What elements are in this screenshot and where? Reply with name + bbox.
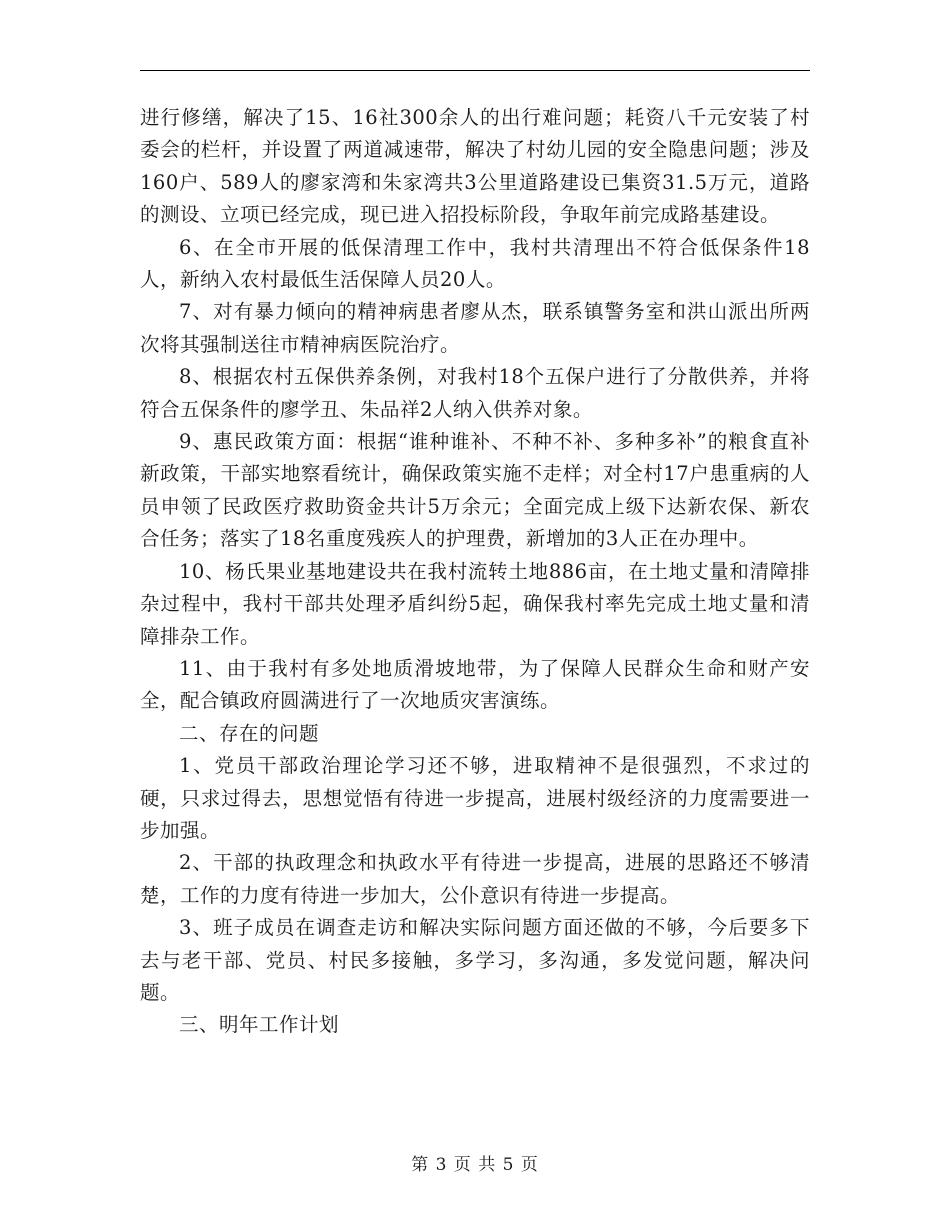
paragraph-problem-1: 1、党员干部政治理论学习还不够，进取精神不是很强烈，不求过的硬，只求过得去，思想觉悟有待进一步提高，进展村级经济的力度需要进一步加强。: [140, 754, 810, 842]
section-heading-next-year-plan: 三、明年工作计划: [179, 1013, 340, 1037]
section-heading-problems: 二、存在的问题: [179, 721, 320, 745]
page-number-footer: 第 3 页 共 5 页: [411, 1155, 539, 1175]
paragraph-item-7: 7、对有暴力倾向的精神病患者廖从杰，联系镇警务室和洪山派出所两次将其强制送往市精神病医院治疗。: [140, 300, 810, 356]
paragraph-problem-2: 2、干部的执政理念和执政水平有待进一步提高，进展的思路还不够清楚，工作的力度有待进一步加大，公仆意识有待进一步提高。: [140, 851, 810, 907]
paragraph-item-8: 8、根据农村五保供养条例，对我村18个五保户进行了分散供养，并将符合五保条件的廖学丑、朱品祥2人纳入供养对象。: [140, 365, 810, 421]
paragraph-continuation: 进行修缮，解决了15、16社300余人的出行难问题；耗资八千元安装了村委会的栏杆，并设置了两道减速带，解决了村幼儿园的安全隐患问题；涉及160户、589人的廖家湾和朱家湾共3公里道路建设已集资31.5万元，道路的测设、立项已经完成，现已进入招投标阶段，争取年前完成路基建设。: [140, 106, 810, 227]
paragraph-problem-3: 3、班子成员在调查走访和解决实际问题方面还做的不够，今后要多下去与老干部、党员、村民多接触，多学习，多沟通，多发觉问题，解决问题。: [140, 916, 810, 1004]
paragraph-item-10: 10、杨氏果业基地建设共在我村流转土地886亩，在土地丈量和清障排杂过程中，我村干部共处理矛盾纠纷5起，确保我村率先完成土地丈量和清障排杂工作。: [140, 559, 810, 648]
paragraph-item-9: 9、惠民政策方面：根据“谁种谁补、不种不补、多种多补”的粮食直补新政策，干部实地察看统计，确保政策实施不走样；对全村17户患重病的人员申领了民政医疗救助资金共计5万余元；全面完成上级下达新农保、新农合任务；落实了18名重度残疾人的护理费，新增加的3人正在办理中。: [140, 430, 810, 551]
paragraph-item-6: 6、在全市开展的低保清理工作中，我村共清理出不符合低保条件18人，新纳入农村最低生活保障人员20人。: [140, 235, 810, 292]
header-rule: [140, 70, 810, 71]
document-body: [140, 102, 810, 1042]
paragraph-item-11: 11、由于我村有多处地质滑坡地带，为了保障人民群众生命和财产安全，配合镇政府圆满进行了一次地质灾害演练。: [140, 656, 810, 713]
